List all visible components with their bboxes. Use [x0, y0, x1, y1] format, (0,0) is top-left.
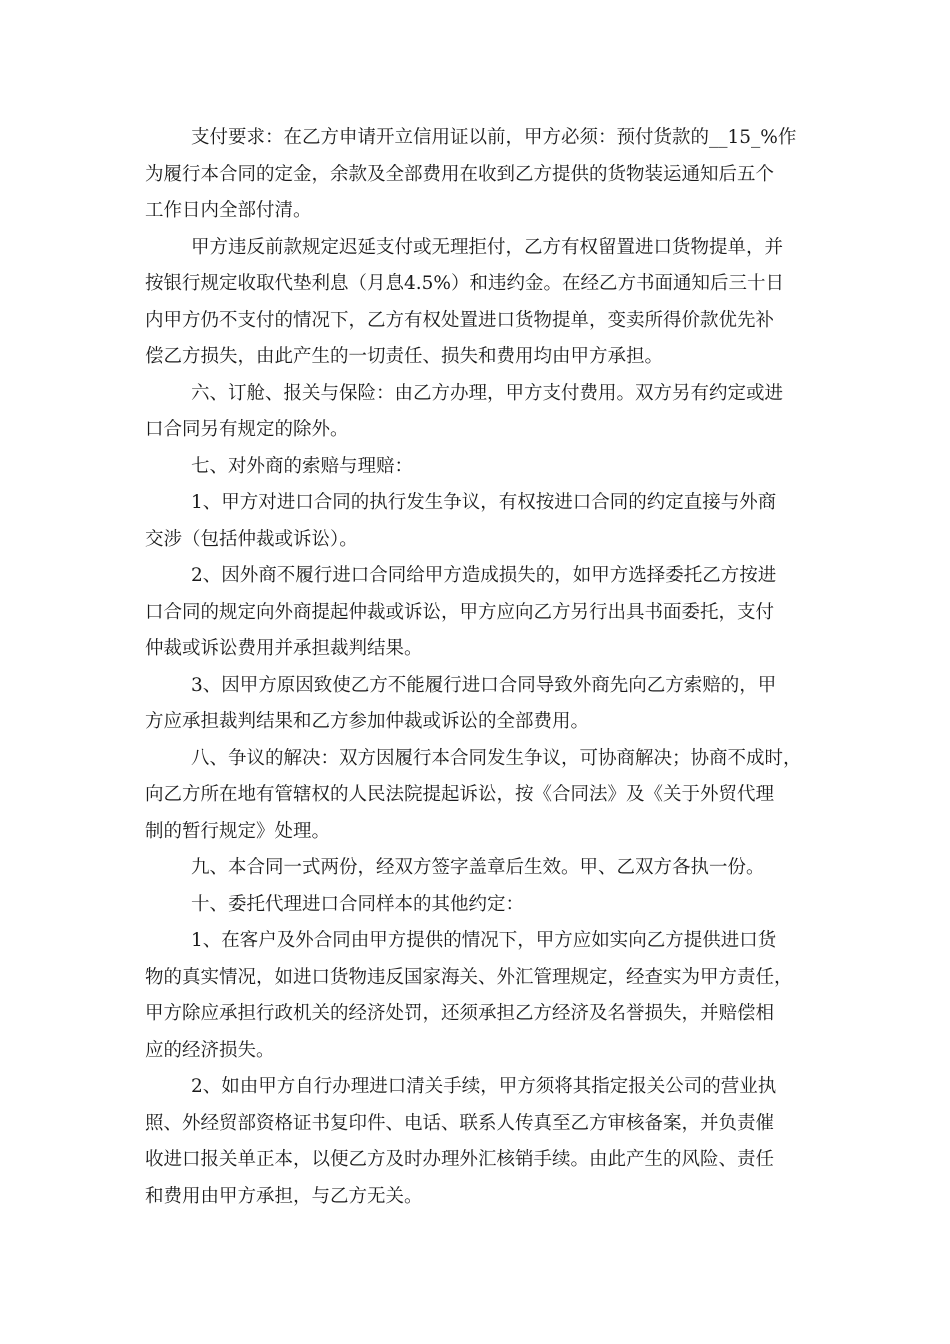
- paragraph-section-9: [145, 850, 810, 887]
- text-line: 支付要求：在乙方申请开立信用证以前，甲方必须：预付货款的__15_%作: [191, 127, 797, 148]
- text-line: 九、本合同一式两份，经双方签字盖章后生效。甲、乙双方各执一份。: [191, 857, 765, 878]
- paragraph-section-7-item-2: [145, 558, 810, 668]
- paragraph-payment-requirement: [145, 120, 810, 230]
- paragraph-section-8: [145, 741, 810, 851]
- text-line: 工作日内全部付清。: [145, 200, 312, 221]
- text-line: 物的真实情况，如进口货物违反国家海关、外汇管理规定，经查实为甲方责任，: [145, 966, 793, 988]
- text-line: 向乙方所在地有管辖权的人民法院提起诉讼，按《合同法》及《关于外贸代理: [145, 784, 775, 805]
- paragraph-section-7-item-3: [145, 668, 810, 741]
- paragraph-section-10-heading: [145, 887, 810, 924]
- text-line: 1、在客户及外合同由甲方提供的情况下，甲方应如实向乙方提供进口货: [191, 930, 777, 951]
- text-line: 八、争议的解决：双方因履行本合同发生争议，可协商解决；协商不成时，: [191, 747, 802, 769]
- text-line: 甲方除应承担行政机关的经济处罚，还须承担乙方经济及名誉损失，并赔偿相: [145, 1003, 775, 1024]
- text-line: 交涉（包括仲裁或诉讼）。: [145, 528, 358, 550]
- paragraph-section-7-heading: [145, 449, 810, 486]
- paragraph-section-7-item-1: [145, 485, 810, 558]
- text-line: 方应承担裁判结果和乙方参加仲裁或诉讼的全部费用。: [145, 711, 590, 732]
- text-line: 3、因甲方原因致使乙方不能履行进口合同导致外商先向乙方索赔的，甲: [191, 674, 777, 696]
- text-line: 偿乙方损失，由此产生的一切责任、损失和费用均由甲方承担。: [145, 346, 664, 367]
- text-line: 收进口报关单正本，以便乙方及时办理外汇核销手续。由此产生的风险、责任: [145, 1149, 775, 1170]
- text-line: 2、如由甲方自行办理进口清关手续，甲方须将其指定报关公司的营业执: [191, 1076, 777, 1097]
- text-line: 为履行本合同的定金，余款及全部费用在收到乙方提供的货物装运通知后五个: [145, 163, 775, 185]
- paragraph-section-10-item-1: [145, 923, 810, 1069]
- text-line: 七、对外商的索赔与理赔：: [191, 455, 414, 477]
- paragraph-section-6: [145, 376, 810, 449]
- text-line: 照、外经贸部资格证书复印件、电话、联系人传真至乙方审核备案，并负责催: [145, 1112, 775, 1134]
- paragraph-section-10-item-2: [145, 1069, 810, 1215]
- text-line: 十、委托代理进口合同样本的其他约定：: [191, 893, 525, 915]
- contract-body: [145, 120, 810, 1215]
- text-line: 口合同另有规定的除外。: [145, 419, 349, 440]
- text-line: 内甲方仍不支付的情况下，乙方有权处置进口货物提单，变卖所得价款优先补: [145, 309, 775, 331]
- text-line: 仲裁或诉讼费用并承担裁判结果。: [145, 638, 423, 659]
- text-line: 应的经济损失。: [145, 1039, 275, 1061]
- paragraph-late-payment: [145, 230, 810, 376]
- text-line: 和费用由甲方承担，与乙方无关。: [145, 1185, 423, 1207]
- text-line: 六、订舱、报关与保险：由乙方办理，甲方支付费用。双方另有约定或进: [191, 382, 784, 404]
- text-line: 口合同的规定向外商提起仲裁或诉讼，甲方应向乙方另行出具书面委托，支付: [145, 601, 775, 623]
- text-line: 制的暂行规定》处理。: [145, 820, 331, 842]
- text-line: 甲方违反前款规定迟延支付或无理拒付，乙方有权留置进口货物提单，并: [191, 236, 784, 258]
- text-line: 按银行规定收取代垫利息（月息4.5%）和违约金。在经乙方书面通知后三十日: [145, 273, 785, 294]
- text-line: 1、甲方对进口合同的执行发生争议，有权按进口合同的约定直接与外商: [191, 492, 777, 513]
- text-line: 2、因外商不履行进口合同给甲方造成损失的，如甲方选择委托乙方按进: [191, 565, 777, 586]
